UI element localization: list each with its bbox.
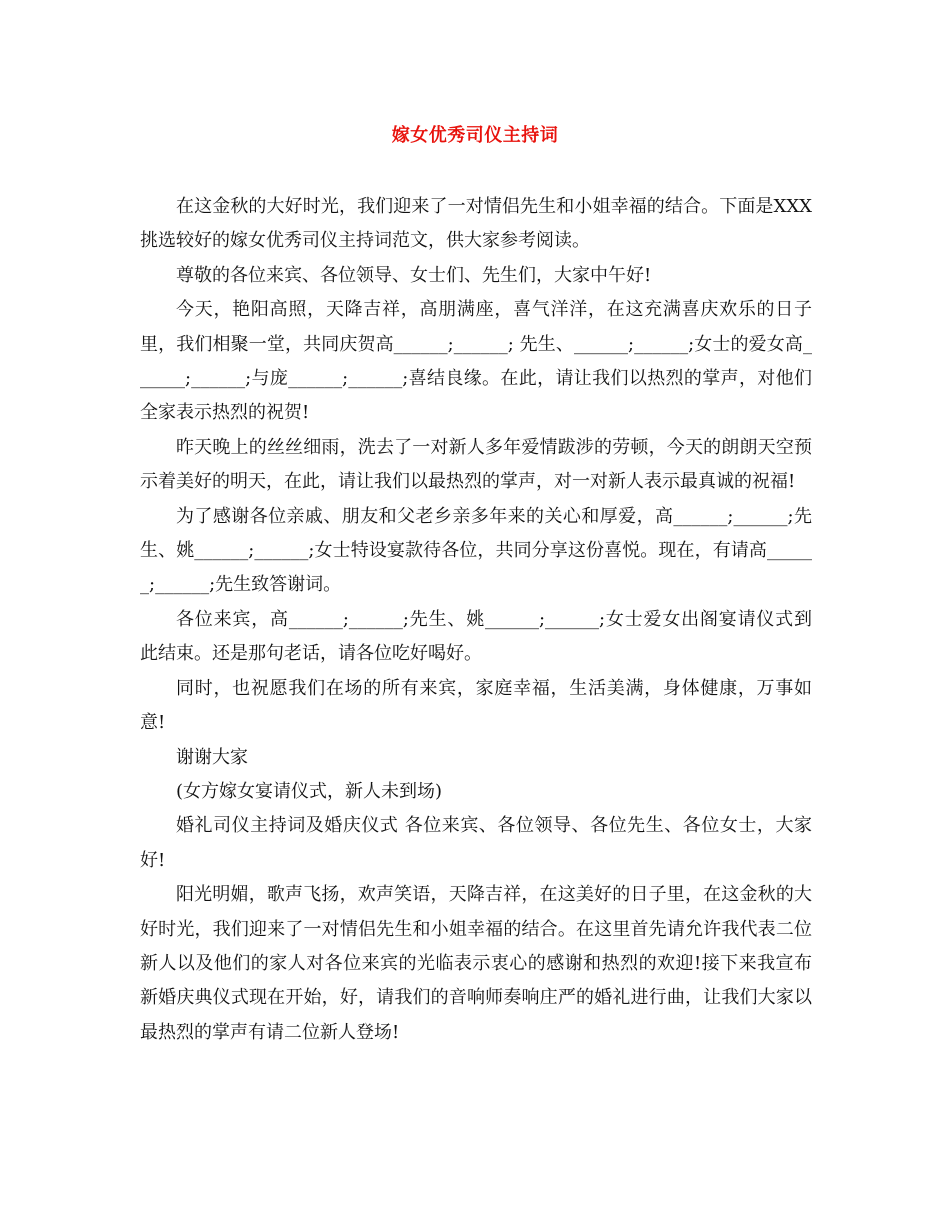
paragraph-ceremony-start: 阳光明媚，歌声飞扬，欢声笑语，天降吉祥，在这美好的日子里，在这金秋的大好时光，我们迎来了一对情侣先生和小姐幸福的结合。在这里首先请允许我代表二位新人以及他们的家人对各位来宾的光临表示衷心的感谢和热烈的欢迎!接下来我宣布新婚庆典仪式现在开始，好，请我们的音响师奏响庄严的婚礼进行曲，让我们大家以最热烈的掌声有请二位新人登场! [140,884,812,1043]
paragraph-note: (女方嫁女宴请仪式，新人未到场) [176,780,443,802]
paragraph-thank-you: 谢谢大家 [176,746,248,768]
document-title: 嫁女优秀司仪主持词 [391,125,559,146]
paragraph-wishes: 同时，也祝愿我们在场的所有来宾，家庭幸福，生活美满，身体健康，万事如意! [140,677,812,734]
paragraph-celebration: 今天，艳阳高照，天降吉祥，高朋满座，喜气洋洋，在这充满喜庆欢乐的日子里，我们相聚一堂，共同庆贺高______;______; 先生、______;______;女士的爱女高______;______;与庞______;______;喜结良缘。在此，请让我们以热烈的掌声，对他们全家表示热烈的祝贺! [140,299,812,424]
paragraph-intro: 在这金秋的大好时光，我们迎来了一对情侣先生和小姐幸福的结合。下面是XXX挑选较好的嫁女优秀司仪主持词范文，供大家参考阅读。 [140,196,812,252]
document-body [140,190,812,1050]
paragraph-greeting: 尊敬的各位来宾、各位领导、女士们、先生们，大家中午好! [176,264,652,286]
paragraph-blessing: 昨天晚上的丝丝细雨，洗去了一对新人多年爱情跋涉的劳顿，今天的朗朗天空预示着美好的明天，在此，请让我们以最热烈的掌声，对一对新人表示最真诚的祝福! [140,436,812,493]
paragraph-ceremony-opening: 婚礼司仪主持词及婚庆仪式 各位来宾、各位领导、各位先生、各位女士，大家好! [140,815,812,871]
paragraph-thanks: 为了感谢各位亲戚、朋友和父老乡亲多年来的关心和厚爱，高______;______;先生、姚______;______;女士特设宴款待各位，共同分享这份喜悦。现在，有请高______;______;先生致答谢词。 [140,505,812,596]
paragraph-closing: 各位来宾，高______;______;先生、姚______;______;女士爱女出阁宴请仪式到此结束。还是那句老话，请各位吃好喝好。 [140,608,812,665]
